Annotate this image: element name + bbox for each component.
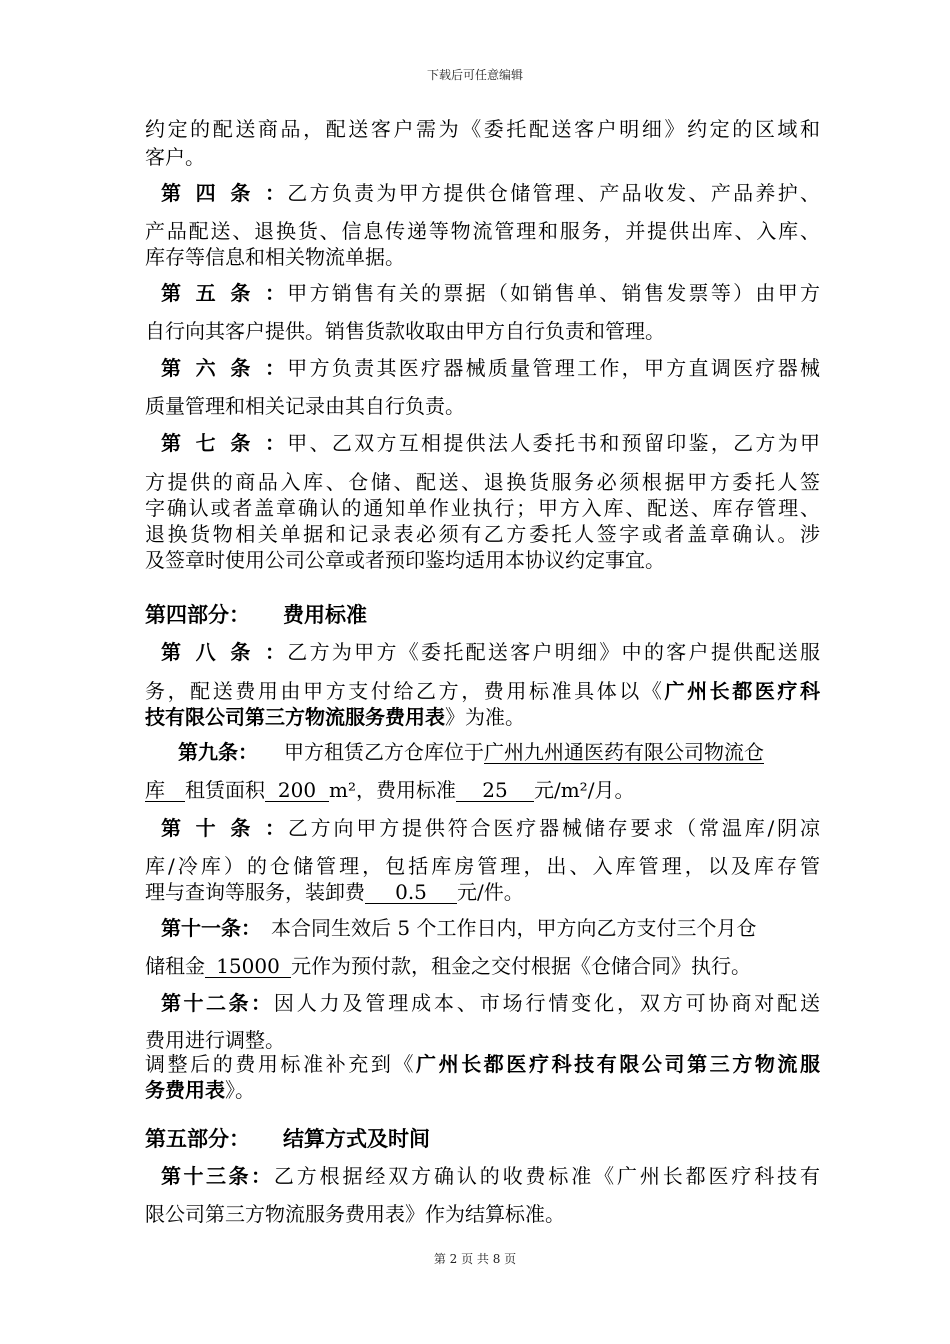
paragraph-line: 客户。 <box>145 145 205 169</box>
article-12-label: 第十二条： <box>161 991 271 1015</box>
article-13-label: 第十三条： <box>161 1164 271 1188</box>
article-8-line-1: 第八条：乙方为甲方《委托配送客户明细》中的客户提供配送服 <box>161 640 820 664</box>
paragraph-line: 约定的配送商品，配送客户需为《委托配送客户明细》约定的区域和 <box>145 117 820 141</box>
article-4-line-2: 产品配送、退换货、信息传递等物流管理和服务，并提供出库、入库、 <box>145 219 820 243</box>
article-11-line-2: 储租金 15000 元作为预付款，租金之交付根据《仓储合同》执行。 <box>145 954 751 978</box>
page-footer: 第 2 页 共 8 页 <box>433 1252 517 1266</box>
article-12-line-2: 费用进行调整。 <box>145 1028 285 1052</box>
article-11-line-1: 第十一条： 本合同生效后 5 个工作日内，甲方向乙方支付三个月仓 <box>161 916 757 940</box>
area-field: 200 <box>265 780 329 802</box>
article-4-line-1: 第四条：乙方负责为甲方提供仓储管理、产品收发、产品养护、 <box>161 181 820 205</box>
article-5-line-2: 自行向其客户提供。销售货款收取由甲方自行负责和管理。 <box>145 319 665 343</box>
article-8-line-3: 技有限公司第三方物流服务费用表》为准。 <box>145 705 525 729</box>
article-7-line-5: 及签章时使用公司公章或者预印鉴均适用本协议约定事宜。 <box>145 548 665 572</box>
article-10-line-2: 库/冷库）的仓储管理，包括库房管理，出、入库管理，以及库存管 <box>145 854 820 878</box>
article-10-line-3: 理与查询等服务，装卸费 0.5 元/件。 <box>145 880 524 904</box>
article-6-line-1: 第六条：甲方负责其医疗器械质量管理工作，甲方直调医疗器械 <box>161 356 820 380</box>
section-4-heading: 第四部分： 费用标准 <box>145 602 367 627</box>
article-8-label: 第八条： <box>161 640 285 664</box>
article-7-line-4: 退换货物相关单据和记录表必须有乙方委托人签字或者盖章确认。涉 <box>145 522 820 546</box>
article-5-label: 第五条： <box>161 281 285 305</box>
article-9-label: 第九条： <box>178 740 258 764</box>
handling-fee-field: 0.5 <box>365 882 457 904</box>
article-8-line-2: 务，配送费用由甲方支付给乙方，费用标准具体以《广州长都医疗科 <box>145 679 821 703</box>
article-7-line-3: 字确认或者盖章确认的通知单作业执行；甲方入库、配送、库存管理、 <box>145 496 820 520</box>
article-7-line-2: 方提供的商品入库、仓储、配送、退换货服务必须根据甲方委托人签 <box>145 470 820 494</box>
article-6-label: 第六条： <box>161 356 285 380</box>
section-5-heading: 第五部分： 结算方式及时间 <box>145 1126 430 1151</box>
article-10-label: 第十条： <box>161 816 285 840</box>
article-9-line-2: 库 租赁面积 200 m²，费用标准 25 元/m²/月。 <box>145 778 635 802</box>
article-12-line-4: 务费用表》。 <box>145 1078 255 1102</box>
article-13-line-1: 第十三条：乙方根据经双方确认的收费标准《广州长都医疗科技有 <box>161 1164 820 1188</box>
article-9-line-1: 第九条： 甲方租赁乙方仓库位于广州九州通医药有限公司物流仓 <box>178 740 764 764</box>
article-10-line-1: 第十条：乙方向甲方提供符合医疗器械储存要求（常温库/阴凉 <box>161 816 820 840</box>
rate-field: 25 <box>456 780 534 802</box>
deposit-field: 15000 <box>205 956 291 978</box>
article-7-line-1: 第七条：甲、乙双方互相提供法人委托书和预留印鉴，乙方为甲 <box>161 431 820 455</box>
article-12-line-1: 第十二条：因人力及管理成本、市场行情变化，双方可协商对配送 <box>161 991 820 1015</box>
article-13-line-2: 限公司第三方物流服务费用表》作为结算标准。 <box>145 1202 565 1226</box>
article-6-line-2: 质量管理和相关记录由其自行负责。 <box>145 394 465 418</box>
article-11-label: 第十一条： <box>161 916 261 940</box>
page-header: 下载后可任意编辑 <box>426 68 523 82</box>
article-4-line-3: 库存等信息和相关物流单据。 <box>145 245 405 269</box>
article-7-label: 第七条： <box>161 431 285 455</box>
article-4-label: 第四条： <box>161 181 285 205</box>
warehouse-name-field: 广州九州通医药有限公司物流仓 <box>484 740 764 764</box>
article-12-line-3: 调整后的费用标准补充到《广州长都医疗科技有限公司第三方物流服 <box>145 1052 821 1076</box>
article-5-line-1: 第五条：甲方销售有关的票据（如销售单、销售发票等）由甲方 <box>161 281 820 305</box>
